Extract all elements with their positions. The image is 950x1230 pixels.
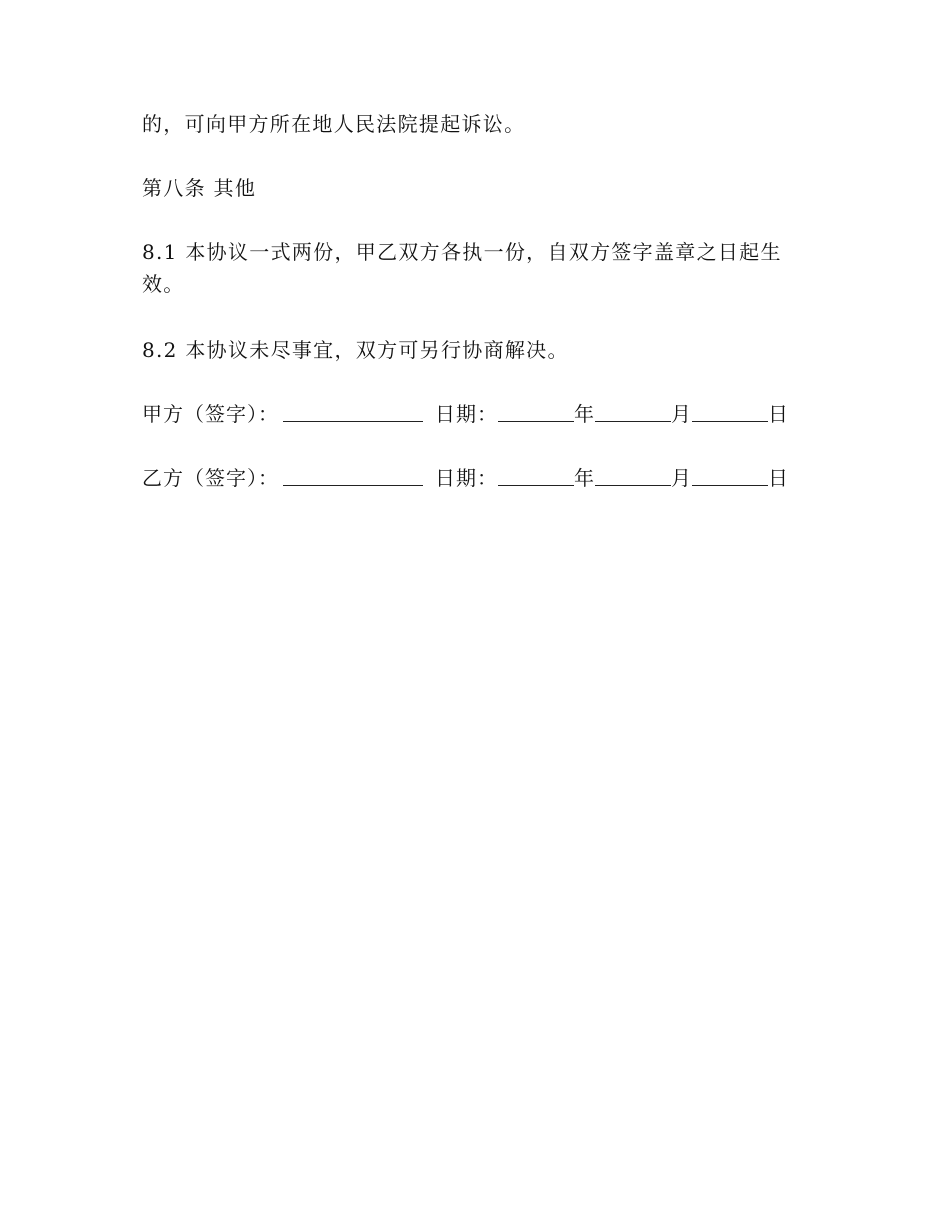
paragraph-1: 的，可向甲方所在地人民法院提起诉讼。 — [142, 112, 526, 136]
party-b-month-blank[interactable] — [595, 465, 671, 486]
party-a-day-label: 日 — [768, 402, 789, 426]
article-8-heading: 第八条 其他 — [142, 176, 257, 200]
party-a-month-label: 月 — [671, 402, 692, 426]
party-b-signature-label: 乙方（签字）： — [142, 466, 279, 490]
clause-8-2: 8.2 本协议未尽事宜，双方可另行协商解决。 — [142, 338, 569, 362]
party-a-signature-blank[interactable] — [283, 401, 423, 422]
party-a-signature-label: 甲方（签字）： — [142, 402, 279, 426]
party-b-signature-blank[interactable] — [283, 465, 423, 486]
party-a-date-label: 日期： — [435, 402, 498, 426]
party-b-date-label: 日期： — [435, 466, 498, 490]
party-b-year-blank[interactable] — [498, 465, 574, 486]
party-b-day-label: 日 — [768, 466, 789, 490]
party-a-day-blank[interactable] — [692, 401, 768, 422]
party-b-day-blank[interactable] — [692, 465, 768, 486]
signature-line-party-a — [142, 398, 802, 430]
party-a-year-blank[interactable] — [498, 401, 574, 422]
party-b-month-label: 月 — [671, 466, 692, 490]
party-a-year-label: 年 — [574, 402, 595, 426]
clause-8-1: 8.1 本协议一式两份，甲乙双方各执一份，自双方签字盖章之日起生效。 — [142, 240, 782, 296]
signature-line-party-b — [142, 462, 802, 494]
party-a-month-blank[interactable] — [595, 401, 671, 422]
party-b-year-label: 年 — [574, 466, 595, 490]
